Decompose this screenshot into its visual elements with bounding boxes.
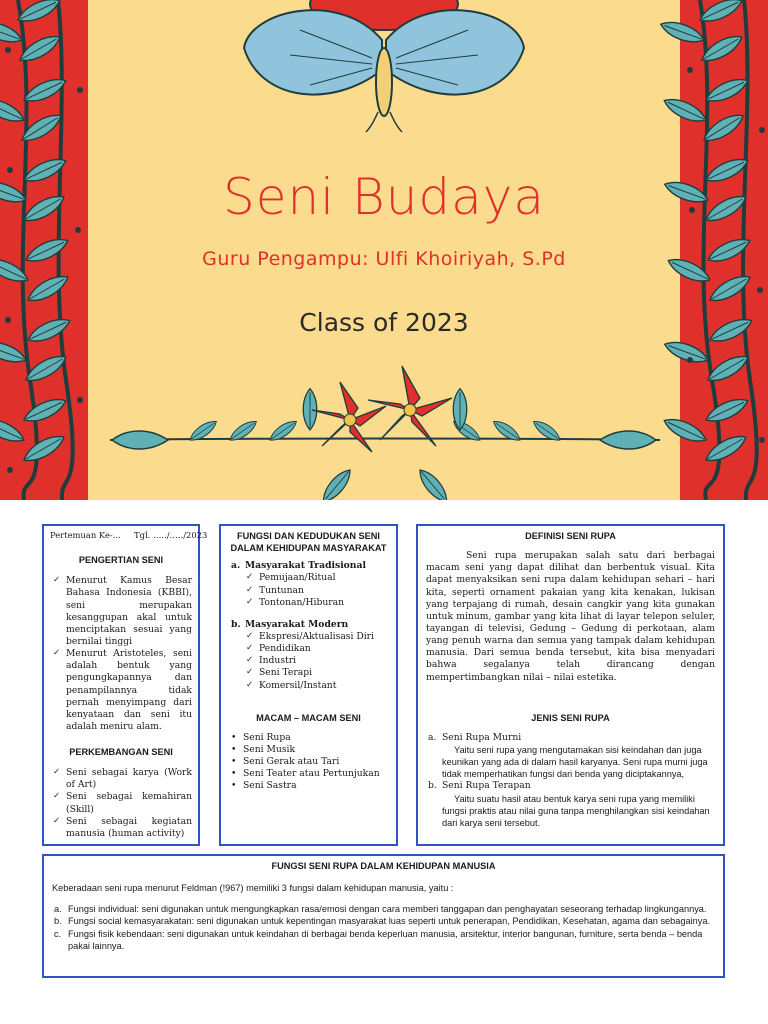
- tradisional-list: [243, 572, 388, 608]
- left-panel: [42, 524, 208, 846]
- list-item: ✓ Menurut Aristoteles, seni adalah bentuk yang pengungkapannya dan penampilannya tidak pernah menyimpang dari kenyataan dan seni itu adalah meniru alam.: [50, 648, 192, 733]
- list-item: ✓ Tuntunan: [243, 585, 388, 597]
- jenis-item-murni: a. Seni Rupa Murni Yaitu seni rupa yang mengutamakan sisi keindahan dan juga keunikan yang ada di dalam hasil karyanya. Seni rupa murni juga tidak memperhatikan fungsi dari benda yang diciptakannya,: [428, 731, 708, 780]
- cover-banner: [0, 0, 768, 500]
- list-item: ✓ Seni sebagai kemahiran (Skill): [50, 791, 192, 815]
- flower-garland: [110, 366, 660, 500]
- list-item: • Seni Sastra: [229, 780, 388, 792]
- group-modern: b. Masyarakat Modern: [231, 618, 349, 630]
- jenis-heading: JENIS SENI RUPA: [531, 712, 610, 723]
- macam-list: [229, 732, 388, 793]
- list-item: ✓ Menurut Kamus Besar Bahasa Indonesia (KBBI), seni merupakan kesanggupan akal untuk menciptakan sesuai yang bernilai tinggi: [50, 575, 192, 648]
- pengertian-heading: PENGERTIAN SENI: [78, 555, 164, 566]
- definisi-heading: DEFINISI SENI RUPA: [525, 531, 616, 541]
- teacher-subtitle: Guru Pengampu: Ulfi Khoiriyah, S.Pd: [202, 248, 566, 270]
- fungsi-item: c. Fungsi fisik kebendaan: seni digunakan untuk keindahan di berbagai benda keperluan manusia, arsitektur, interior bangunan, furniture, serta benda – benda pakai lainnya.: [54, 928, 703, 951]
- bottom-panel: [42, 854, 725, 978]
- class-of-label: Class of 2023: [299, 308, 469, 337]
- fungsi-kedudukan-heading: FUNGSI DAN KEDUDUKAN SENI DALAM KEHIDUPAN MASYARAKAT: [230, 531, 387, 554]
- butterfly-illustration: [244, 0, 524, 132]
- fungsi-intro: Keberadaan seni rupa menurut Feldman (!967) memiliki 3 fungsi dalam kehidupan manusia, yaitu :: [52, 883, 454, 894]
- meeting-line: Pertemuan Ke-... Tgl. …../…../2023: [50, 530, 208, 540]
- list-item: • Seni Musik: [229, 744, 388, 756]
- perkembangan-heading: PERKEMBANGAN SENI: [69, 747, 173, 758]
- fungsi-seni-rupa-heading: FUNGSI SENI RUPA DALAM KEHIDUPAN MANUSIA: [271, 861, 496, 871]
- fungsi-item: a. Fungsi individual: seni digunakan untuk mengungkapkan rasa/emosi dengan cara memberi tanggapan dan penghayatan seseorang terhadap lingkungannya.: [54, 904, 707, 915]
- fungsi-item: b. Fungsi social kemasyarakatan: seni digunakan untuk kepentingan masyarakat luas seperti untuk penerapan, Pendidikan, Kesehatan, agama dan sebagainya.: [54, 916, 711, 927]
- list-item: • Seni Teater atau Pertunjukan: [229, 768, 388, 780]
- list-item: • Seni Gerak atau Tari: [229, 756, 388, 768]
- jenis-item-terapan: b. Seni Rupa Terapan Yaitu suatu hasil atau bentuk karya seni rupa yang memiliki fungsi praktis atau nilai guna tanpa menghilangkan sisi keindahan dari karya seni tersebut.: [428, 780, 710, 828]
- right-panel: [416, 524, 725, 846]
- list-item: ✓ Komersil/Instant: [243, 680, 388, 692]
- middle-panel: [219, 524, 398, 846]
- macam-heading: MACAM – MACAM SENI: [256, 712, 361, 723]
- page-title: Seni Budaya: [222, 168, 545, 226]
- list-item: ✓ Seni sebagai karya (Work of Art): [50, 767, 192, 791]
- modern-list: [243, 631, 388, 692]
- list-item: ✓ Industri: [243, 655, 388, 667]
- pengertian-list: [50, 575, 192, 733]
- list-item: ✓ Seni sebagai kegiatan manusia (human activity): [50, 816, 192, 840]
- perkembangan-list: [50, 767, 192, 840]
- definisi-paragraph: Seni rupa merupakan salah satu dari berbagai macam seni yang dapat dilihat dan berbentuk visual. Kita dapat menyaksikan seni rupa dalam kehidupan sehari – hari kita, seperti ornament pakaian yang kita kenakan, lukisan yang terpajang di rumah, desain cangkir yang kita gunakan untuk minum, gambar yang kita lihat di layar telepon seluler, tayangan di televisi, Gedung – Gedung di perkotaan, alam yang penuh warna dan semua yang tampak dalam kehidupan manusia. Dari semua benda tersebut, kita bisa menyadari bahwa segalanya telah dirancang dengan mempertimbangkan nilai – nilai estetika.: [426, 550, 715, 683]
- list-item: ✓ Tontonan/Hiburan: [243, 597, 388, 609]
- list-item: • Seni Rupa: [229, 732, 388, 744]
- group-tradisional: a. Masyarakat Tradisional: [231, 560, 366, 572]
- list-item: ✓ Ekspresi/Aktualisasi Diri: [243, 631, 388, 643]
- list-item: ✓ Pendidikan: [243, 643, 388, 655]
- list-item: ✓ Pemujaan/Ritual: [243, 572, 388, 584]
- list-item: ✓ Seni Terapi: [243, 667, 388, 679]
